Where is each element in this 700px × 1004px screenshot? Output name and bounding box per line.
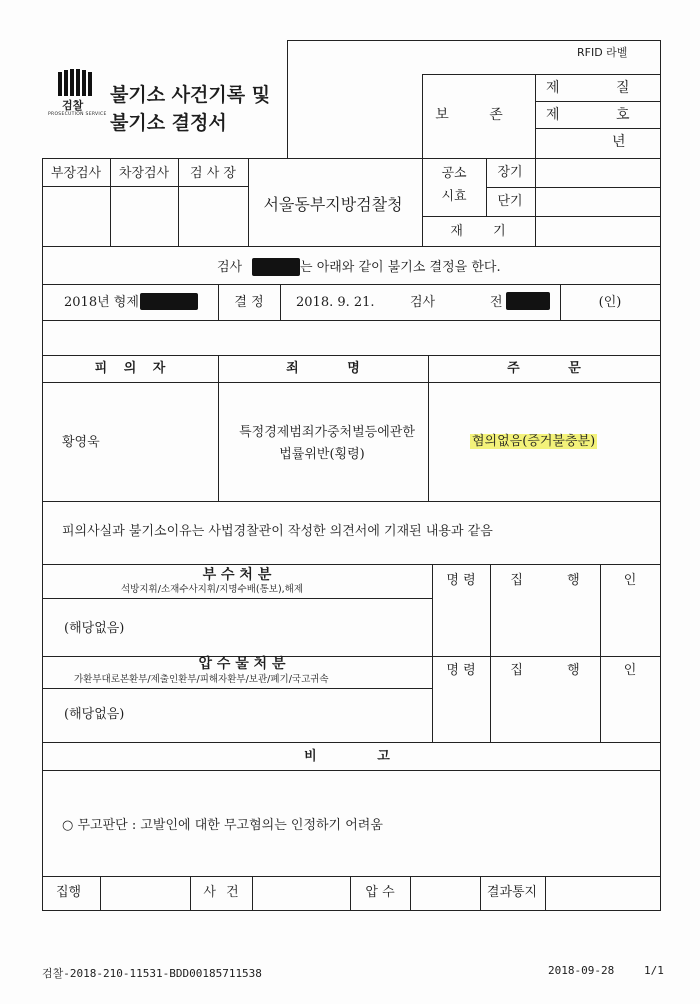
redacted-prosecutor-given-name <box>506 292 550 310</box>
document-id: 검찰-2018-210-11531-BDD00185711538 <box>42 967 262 980</box>
charge-header: 죄 명 <box>286 361 360 376</box>
supplementary-order-label: 명 령 <box>446 573 476 588</box>
preservation-label: 보 존 <box>435 107 521 123</box>
case-number: 2018년 형제 <box>64 295 139 310</box>
preservation-item-2: 년 <box>612 134 626 150</box>
document-title-line2: 불기소 결정서 <box>110 112 227 134</box>
supplementary-value: (해당없음) <box>64 621 125 636</box>
seized-title: 압 수 물 처 분 <box>198 656 286 672</box>
statement-prefix: 검사 <box>217 260 243 275</box>
page-number: 1/1 <box>644 964 664 977</box>
supplementary-title: 부 수 처 분 <box>202 567 272 583</box>
seized-value: (해당없음) <box>64 707 125 722</box>
seized-order-label: 명 령 <box>446 663 476 678</box>
statute-label-1: 공소 <box>441 166 467 181</box>
prosecutor-name: 전 <box>490 295 503 310</box>
order-header: 주 문 <box>507 361 581 376</box>
seizure-label: 압 수 <box>365 885 395 900</box>
redacted-prosecutor-name <box>252 258 300 276</box>
seized-seal-label: 인 <box>623 663 637 678</box>
approval-header-head: 검 사 장 <box>190 166 236 181</box>
decision-date: 2018. 9. 21. <box>296 295 375 310</box>
preservation-item-0: 제 질 <box>546 80 630 96</box>
supplementary-exec-label: 집 행 <box>510 573 580 588</box>
charge-line2: 법률위반(횡령) <box>279 447 365 462</box>
supplementary-seal-label: 인 <box>623 573 637 588</box>
suspect-name: 황영욱 <box>62 435 100 450</box>
logo-text: 검찰 <box>62 99 84 112</box>
case-label: 사 건 <box>203 885 239 900</box>
order-value: 혐의없음(증거불충분) <box>472 434 596 449</box>
remarks-note: ○ 무고판단 : 고발인에 대한 무고혐의는 인정하기 어려움 <box>62 818 383 833</box>
decision-label: 결 정 <box>234 295 264 310</box>
rfid-label: RFID 라벨 <box>577 46 628 59</box>
logo-subtext: PROSECUTION SERVICE <box>48 112 107 117</box>
prosecution-logo <box>48 68 107 120</box>
approval-header-deputy: 차장검사 <box>118 166 170 181</box>
reason-text: 피의사실과 불기소이유는 사법경찰관이 작성한 의견서에 기재된 내용과 같음 <box>62 524 493 539</box>
seized-exec-label: 집 행 <box>510 663 580 678</box>
seized-subtitle: 가환부대로본환부/제출인환부/피해자환부/보관/폐기/국고귀속 <box>74 674 329 685</box>
approval-header-chief: 부장검사 <box>50 166 102 181</box>
logo-pillars-icon <box>56 68 96 98</box>
seal-mark: (인) <box>598 295 622 310</box>
suspect-header: 피 의 자 <box>94 361 166 376</box>
remarks-title: 비 고 <box>304 749 390 764</box>
preservation-item-1: 제 호 <box>546 107 630 123</box>
office-name: 서울동부지방검찰청 <box>263 195 403 214</box>
prosecutor-label: 검사 <box>410 295 436 310</box>
execution-label: 집행 <box>56 885 82 900</box>
print-date: 2018-09-28 <box>548 964 615 977</box>
long-term-label: 장기 <box>497 165 523 180</box>
reindictment-label: 재 기 <box>450 224 506 239</box>
statement-suffix: 는 아래와 같이 불기소 결정을 한다. <box>300 260 501 275</box>
short-term-label: 단기 <box>497 194 523 209</box>
result-notice-label: 결과통지 <box>486 885 538 900</box>
redacted-case-number <box>140 293 198 310</box>
document-title-line1: 불기소 사건기록 및 <box>110 84 271 106</box>
statute-label-2: 시효 <box>441 189 467 204</box>
charge-line1: 특정경제범죄가중처벌등에관한 <box>239 425 415 440</box>
supplementary-subtitle: 석방지휘/소재수사지휘/지명수배(통보),해제 <box>121 584 304 595</box>
